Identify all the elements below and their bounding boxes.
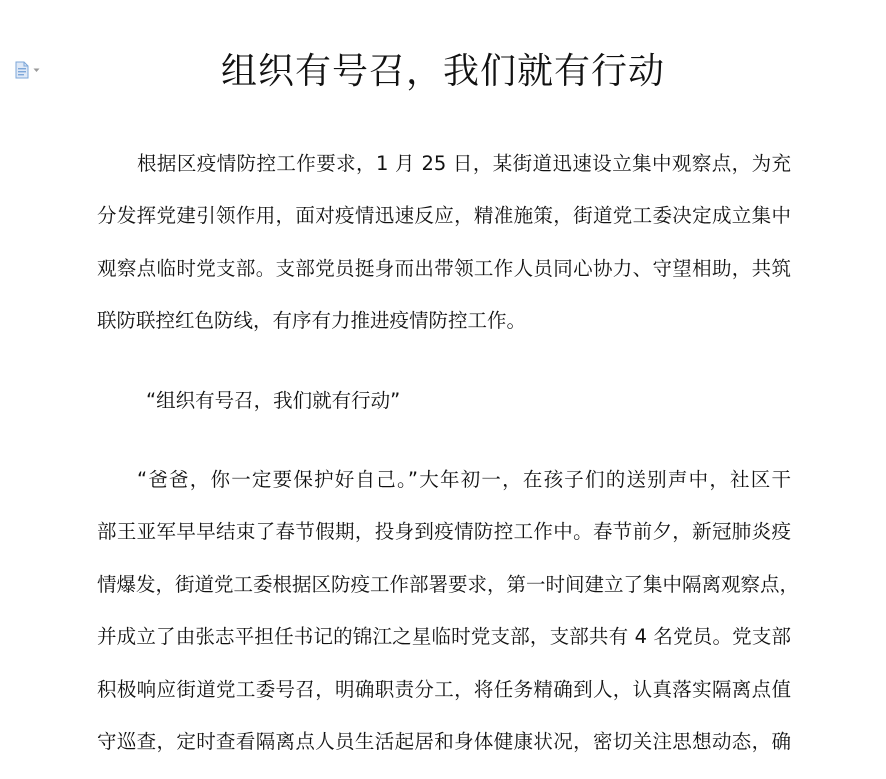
paragraph-2-line: “爸爸，你一定要保护好自己。”大年初一，在孩子们的送别声中，社区干	[137, 468, 791, 491]
paragraph-2-line: 部王亚军早早结束了春节假期，投身到疫情防控工作中。春节前夕，新冠肺炎疫	[97, 520, 791, 544]
paragraph-1-line: 根据区疫情防控工作要求，1 月 25 日，某街道迅速设立集中观察点，为充	[137, 152, 791, 175]
paragraph-2-line: 并成立了由张志平担任书记的锦江之星临时党支部，支部共有 4 名党员。党支部	[97, 625, 791, 649]
subheading: “组织有号召，我们就有行动”	[146, 389, 401, 412]
paragraph-1-line: 联防联控红色防线，有序有力推进疫情防控工作。	[97, 309, 527, 333]
paragraph-2-line: 积极响应街道党工委号召，明确职责分工，将任务精确到人，认真落实隔离点值	[97, 677, 791, 701]
document-title: 组织有号召，我们就有行动	[220, 51, 665, 92]
paragraph-2	[97, 454, 800, 768]
paragraph-2-line: 守巡查，定时查看隔离点人员生活起居和身体健康状况，密切关注思想动态，确	[97, 730, 791, 754]
paragraph-1-line: 观察点临时党支部。支部党员挺身而出带领工作人员同心协力、守望相助，共筑	[97, 256, 791, 280]
paragraph-2-line: 情爆发，街道党工委根据区防疫工作部署要求，第一时间建立了集中隔离观察点，	[97, 572, 800, 596]
paragraph-1-line: 分发挥党建引领作用，面对疫情迅速反应，精准施策，街道党工委决定成立集中	[97, 204, 791, 228]
paragraph-1	[97, 138, 791, 348]
